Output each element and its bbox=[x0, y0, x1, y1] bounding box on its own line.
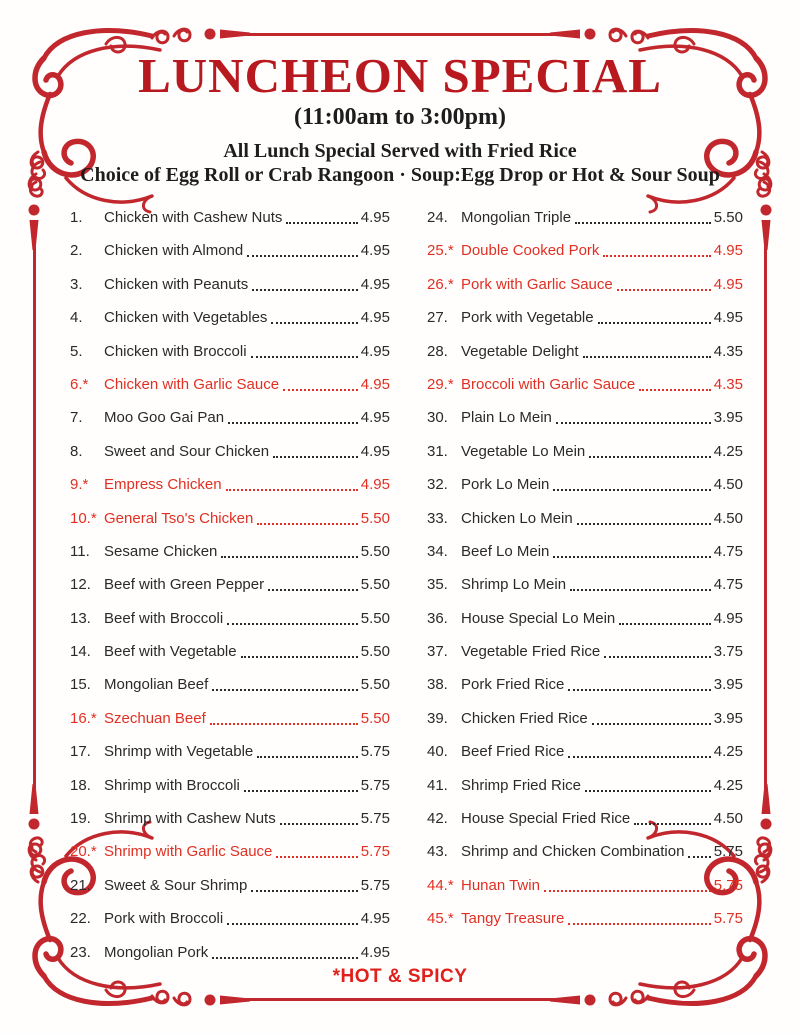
dot-leader bbox=[241, 642, 358, 658]
menu-item-number: 44.* bbox=[427, 876, 454, 894]
menu-item-name: Pork Lo Mein bbox=[461, 476, 550, 494]
dot-leader bbox=[226, 475, 358, 491]
menu-item-price: 5.50 bbox=[360, 609, 390, 627]
menu-item-name: Shrimp Lo Mein bbox=[461, 576, 567, 594]
menu-item-row bbox=[70, 642, 390, 662]
dot-leader bbox=[556, 408, 711, 424]
menu-item-row bbox=[427, 642, 743, 662]
menu-column-right bbox=[427, 208, 743, 943]
dot-leader bbox=[212, 675, 358, 691]
menu-item-number: 25.* bbox=[427, 242, 454, 260]
menu-item-row bbox=[427, 842, 743, 862]
menu-item-row bbox=[70, 809, 390, 829]
dot-leader bbox=[553, 475, 710, 491]
dot-leader bbox=[688, 842, 710, 858]
menu-item-name: Shrimp with Broccoli bbox=[104, 776, 240, 794]
menu-item-number: 30. bbox=[427, 409, 448, 427]
menu-item-name: House Special Fried Rice bbox=[461, 810, 631, 828]
menu-item-name: Chicken with Peanuts bbox=[104, 275, 249, 293]
dot-leader bbox=[228, 408, 358, 424]
serving-hours: (11:00am to 3:00pm) bbox=[294, 104, 506, 131]
menu-item-price: 4.95 bbox=[360, 242, 390, 260]
menu-item-number: 43. bbox=[427, 843, 448, 861]
menu-item-row bbox=[427, 208, 743, 228]
menu-item-row bbox=[427, 442, 743, 462]
dot-leader bbox=[575, 208, 711, 224]
menu-item-row bbox=[427, 308, 743, 328]
menu-item-price: 4.95 bbox=[360, 442, 390, 460]
menu-item-price: 4.95 bbox=[360, 910, 390, 928]
menu-item-number: 6.* bbox=[70, 375, 89, 393]
menu-item-row bbox=[427, 609, 743, 629]
dot-leader bbox=[604, 642, 711, 658]
menu-item-row bbox=[70, 542, 390, 562]
menu-item-row bbox=[427, 375, 743, 395]
menu-item-number: 14. bbox=[70, 643, 91, 661]
menu-item-price: 5.75 bbox=[360, 776, 390, 794]
menu-item-number: 45.* bbox=[427, 910, 454, 928]
menu-item-row bbox=[70, 742, 390, 762]
dot-leader bbox=[257, 742, 358, 758]
menu-item-name: Moo Goo Gai Pan bbox=[104, 409, 225, 427]
dot-leader bbox=[619, 609, 711, 625]
menu-item-price: 5.75 bbox=[360, 876, 390, 894]
menu-item-price: 4.35 bbox=[713, 342, 743, 360]
menu-item-price: 4.25 bbox=[713, 442, 743, 460]
dot-leader bbox=[283, 375, 358, 391]
menu-item-name: Mongolian Beef bbox=[104, 676, 209, 694]
dot-leader bbox=[286, 208, 357, 224]
dot-leader bbox=[227, 609, 358, 625]
menu-item-price: 4.95 bbox=[360, 342, 390, 360]
menu-item-row bbox=[427, 809, 743, 829]
menu-item-number: 10.* bbox=[70, 509, 97, 527]
menu-item-row bbox=[427, 542, 743, 562]
menu-item-price: 4.95 bbox=[360, 209, 390, 226]
menu-item-name: Chicken Lo Mein bbox=[461, 509, 573, 527]
menu-item-row bbox=[427, 742, 743, 762]
menu-item-price: 3.75 bbox=[713, 643, 743, 661]
menu-item-row bbox=[70, 375, 390, 395]
menu-item-name: Vegetable Fried Rice bbox=[461, 643, 601, 661]
menu-item-price: 4.95 bbox=[713, 609, 743, 627]
menu-item-price: 4.95 bbox=[713, 242, 743, 260]
menu-item-price: 5.75 bbox=[360, 743, 390, 761]
menu-item-row bbox=[70, 909, 390, 929]
menu-item-number: 11. bbox=[70, 542, 90, 560]
menu-item-number: 26.* bbox=[427, 275, 454, 293]
menu-item-name: Vegetable Lo Mein bbox=[461, 442, 586, 460]
dot-leader bbox=[257, 509, 357, 525]
menu-item-price: 4.25 bbox=[713, 776, 743, 794]
dot-leader bbox=[568, 675, 710, 691]
menu-item-price: 5.75 bbox=[713, 910, 743, 928]
menu-item-row bbox=[70, 776, 390, 796]
menu-item-number: 17. bbox=[70, 743, 91, 761]
menu-item-name: Beef with Vegetable bbox=[104, 643, 237, 661]
menu-item-name: Shrimp with Cashew Nuts bbox=[104, 810, 276, 828]
dot-leader bbox=[583, 342, 711, 358]
dot-leader bbox=[271, 308, 357, 324]
menu-item-row bbox=[70, 675, 390, 695]
menu-item-name: Beef with Broccoli bbox=[104, 609, 224, 627]
menu-item-row bbox=[70, 275, 390, 295]
dot-leader bbox=[210, 709, 358, 725]
menu-item-number: 42. bbox=[427, 810, 448, 828]
menu-item-number: 5. bbox=[70, 342, 83, 360]
menu-item-row bbox=[70, 842, 390, 862]
header-choices: Choice of Egg Roll or Crab Rangoon · Soup:Egg Drop or Hot & Sour Soup bbox=[80, 164, 720, 187]
menu-item-name: Chicken with Vegetables bbox=[104, 309, 268, 327]
menu-item-row bbox=[427, 575, 743, 595]
menu-item-price: 5.50 bbox=[360, 576, 390, 594]
dot-leader bbox=[589, 442, 711, 458]
menu-column-left bbox=[70, 208, 390, 976]
menu-item-number: 29.* bbox=[427, 375, 454, 393]
dot-leader bbox=[221, 542, 357, 558]
border-line-left bbox=[33, 246, 36, 788]
menu-item-price: 4.75 bbox=[713, 576, 743, 594]
menu-item-number: 27. bbox=[427, 309, 448, 327]
menu-item-number: 38. bbox=[427, 676, 448, 694]
menu-item-name: Beef with Green Pepper bbox=[104, 576, 265, 594]
dot-leader bbox=[212, 943, 358, 959]
dot-leader bbox=[252, 275, 358, 291]
menu-item-price: 4.50 bbox=[713, 476, 743, 494]
menu-item-row bbox=[70, 241, 390, 261]
menu-item-number: 3. bbox=[70, 275, 83, 293]
menu-item-name: Beef Fried Rice bbox=[461, 743, 565, 761]
menu-item-name: Sweet and Sour Chicken bbox=[104, 442, 270, 460]
menu-item-name: Chicken with Garlic Sauce bbox=[104, 375, 280, 393]
menu-item-name: Tangy Treasure bbox=[461, 910, 565, 928]
menu-item-number: 1. bbox=[70, 209, 83, 226]
menu-item-price: 4.95 bbox=[713, 275, 743, 293]
menu-item-price: 5.75 bbox=[713, 876, 743, 894]
menu-item-price: 4.95 bbox=[360, 375, 390, 393]
menu-item-price: 4.95 bbox=[360, 476, 390, 494]
menu-item-name: Vegetable Delight bbox=[461, 342, 579, 360]
menu-item-name: Pork with Garlic Sauce bbox=[461, 275, 613, 293]
menu-item-number: 34. bbox=[427, 542, 448, 560]
menu-item-name: Beef Lo Mein bbox=[461, 542, 550, 560]
dot-leader bbox=[227, 909, 358, 925]
menu-item-number: 4. bbox=[70, 309, 83, 327]
menu-item-price: 5.50 bbox=[360, 542, 390, 560]
menu-item-row bbox=[70, 342, 390, 362]
menu-item-row bbox=[70, 442, 390, 462]
menu-item-row bbox=[70, 709, 390, 729]
menu-item-name: Shrimp and Chicken Combination bbox=[461, 843, 685, 861]
header-subtitle: All Lunch Special Served with Fried Rice bbox=[223, 140, 577, 163]
menu-item-price: 4.75 bbox=[713, 542, 743, 560]
border-line-right bbox=[764, 246, 767, 788]
menu-item-name: Mongolian Triple bbox=[461, 209, 572, 226]
dot-leader bbox=[276, 842, 357, 858]
menu-item-name: Empress Chicken bbox=[104, 476, 222, 494]
border-line-top bbox=[246, 33, 554, 36]
menu-item-row bbox=[427, 408, 743, 428]
menu-item-number: 21. bbox=[70, 876, 91, 894]
menu-item-row bbox=[427, 876, 743, 896]
dot-leader bbox=[544, 876, 711, 892]
menu-item-row bbox=[70, 876, 390, 896]
menu-item-number: 9.* bbox=[70, 476, 89, 494]
menu-item-price: 5.75 bbox=[713, 843, 743, 861]
menu-item-row bbox=[70, 575, 390, 595]
menu-item-number: 16.* bbox=[70, 709, 97, 727]
menu-item-number: 40. bbox=[427, 743, 448, 761]
menu-item-row bbox=[427, 509, 743, 529]
dot-leader bbox=[585, 776, 711, 792]
menu-item-name: Shrimp with Garlic Sauce bbox=[104, 843, 273, 861]
dot-leader bbox=[598, 308, 711, 324]
menu-item-row bbox=[427, 675, 743, 695]
dot-leader bbox=[577, 509, 711, 525]
menu-item-price: 4.25 bbox=[713, 743, 743, 761]
menu-item-price: 5.75 bbox=[360, 810, 390, 828]
menu-item-price: 4.95 bbox=[713, 309, 743, 327]
menu-item-row bbox=[70, 208, 390, 228]
menu-item-price: 4.50 bbox=[713, 810, 743, 828]
menu-item-row bbox=[70, 475, 390, 495]
menu-item-row bbox=[70, 509, 390, 529]
menu-item-number: 41. bbox=[427, 776, 448, 794]
menu-item-number: 20.* bbox=[70, 843, 97, 861]
dot-leader bbox=[268, 575, 358, 591]
menu-item-price: 3.95 bbox=[713, 409, 743, 427]
dot-leader bbox=[553, 542, 710, 558]
menu-item-number: 15. bbox=[70, 676, 91, 694]
menu-item-number: 22. bbox=[70, 910, 91, 928]
dot-leader bbox=[273, 442, 358, 458]
menu-item-number: 35. bbox=[427, 576, 448, 594]
dot-leader bbox=[570, 575, 711, 591]
menu-item-price: 5.50 bbox=[360, 643, 390, 661]
menu-item-price: 3.95 bbox=[713, 676, 743, 694]
menu-item-row bbox=[427, 909, 743, 929]
hot-spicy-note: *HOT & SPICY bbox=[332, 966, 468, 987]
menu-item-row bbox=[70, 408, 390, 428]
menu-item-price: 4.95 bbox=[360, 409, 390, 427]
menu-item-number: 36. bbox=[427, 609, 448, 627]
menu-item-name: Hunan Twin bbox=[461, 876, 540, 894]
menu-item-price: 5.50 bbox=[360, 709, 390, 727]
menu-item-number: 2. bbox=[70, 242, 83, 260]
menu-item-number: 8. bbox=[70, 442, 83, 460]
menu-item-number: 32. bbox=[427, 476, 448, 494]
menu-item-name: Chicken with Cashew Nuts bbox=[104, 209, 283, 226]
menu-item-price: 5.50 bbox=[713, 209, 743, 226]
menu-item-name: House Special Lo Mein bbox=[461, 609, 616, 627]
dot-leader bbox=[244, 776, 358, 792]
menu-item-name: Sweet & Sour Shrimp bbox=[104, 876, 248, 894]
menu-item-name: Shrimp with Vegetable bbox=[104, 743, 254, 761]
menu-item-price: 5.50 bbox=[360, 676, 390, 694]
menu-item-row bbox=[427, 776, 743, 796]
menu-item-number: 23. bbox=[70, 943, 91, 961]
menu-item-number: 37. bbox=[427, 643, 448, 661]
dot-leader bbox=[251, 342, 358, 358]
dot-leader bbox=[603, 241, 710, 257]
menu-item-number: 24. bbox=[427, 209, 448, 226]
menu-item-name: Broccoli with Garlic Sauce bbox=[461, 375, 636, 393]
border-line-bottom bbox=[246, 998, 554, 1001]
menu-item-number: 39. bbox=[427, 709, 448, 727]
menu-item-number: 13. bbox=[70, 609, 91, 627]
menu-item-row bbox=[427, 241, 743, 261]
menu-item-number: 7. bbox=[70, 409, 83, 427]
dot-leader bbox=[280, 809, 358, 825]
dot-leader bbox=[617, 275, 711, 291]
dot-leader bbox=[634, 809, 711, 825]
menu-item-name: Chicken with Almond bbox=[104, 242, 244, 260]
menu-item-name: Plain Lo Mein bbox=[461, 409, 552, 427]
menu-item-row bbox=[427, 709, 743, 729]
menu-item-price: 5.75 bbox=[360, 843, 390, 861]
menu-item-name: General Tso's Chicken bbox=[104, 509, 254, 527]
menu-item-name: Szechuan Beef bbox=[104, 709, 206, 727]
menu-item-name: Mongolian Pork bbox=[104, 943, 209, 961]
dot-leader bbox=[639, 375, 711, 391]
menu-item-row bbox=[70, 943, 390, 963]
menu-item-number: 19. bbox=[70, 810, 91, 828]
menu-item-row bbox=[427, 342, 743, 362]
menu-item-row bbox=[70, 308, 390, 328]
menu-header bbox=[0, 50, 800, 187]
menu-item-price: 4.95 bbox=[360, 309, 390, 327]
menu-item-name: Double Cooked Pork bbox=[461, 242, 600, 260]
menu-item-price: 4.95 bbox=[360, 943, 390, 961]
menu-item-price: 3.95 bbox=[713, 709, 743, 727]
menu-item-row bbox=[70, 609, 390, 629]
menu-item-price: 4.95 bbox=[360, 275, 390, 293]
menu-item-name: Sesame Chicken bbox=[104, 542, 218, 560]
menu-item-name: Pork with Broccoli bbox=[104, 910, 224, 928]
menu-item-number: 28. bbox=[427, 342, 448, 360]
menu-item-name: Chicken Fried Rice bbox=[461, 709, 588, 727]
menu-item-number: 33. bbox=[427, 509, 448, 527]
menu-item-name: Chicken with Broccoli bbox=[104, 342, 247, 360]
menu-item-name: Shrimp Fried Rice bbox=[461, 776, 582, 794]
menu-item-name: Pork Fried Rice bbox=[461, 676, 565, 694]
menu-item-name: Pork with Vegetable bbox=[461, 309, 594, 327]
dot-leader bbox=[568, 742, 710, 758]
menu-item-number: 18. bbox=[70, 776, 91, 794]
menu-item-row bbox=[427, 475, 743, 495]
dot-leader bbox=[568, 909, 710, 925]
menu-item-price: 4.35 bbox=[713, 375, 743, 393]
menu-item-row bbox=[427, 275, 743, 295]
menu-item-price: 4.50 bbox=[713, 509, 743, 527]
menu-item-price: 5.50 bbox=[360, 509, 390, 527]
dot-leader bbox=[247, 241, 358, 257]
dot-leader bbox=[251, 876, 357, 892]
menu-item-number: 31. bbox=[427, 442, 448, 460]
page-title: LUNCHEON SPECIAL bbox=[138, 48, 662, 103]
menu-item-number: 12. bbox=[70, 576, 91, 594]
dot-leader bbox=[592, 709, 711, 725]
